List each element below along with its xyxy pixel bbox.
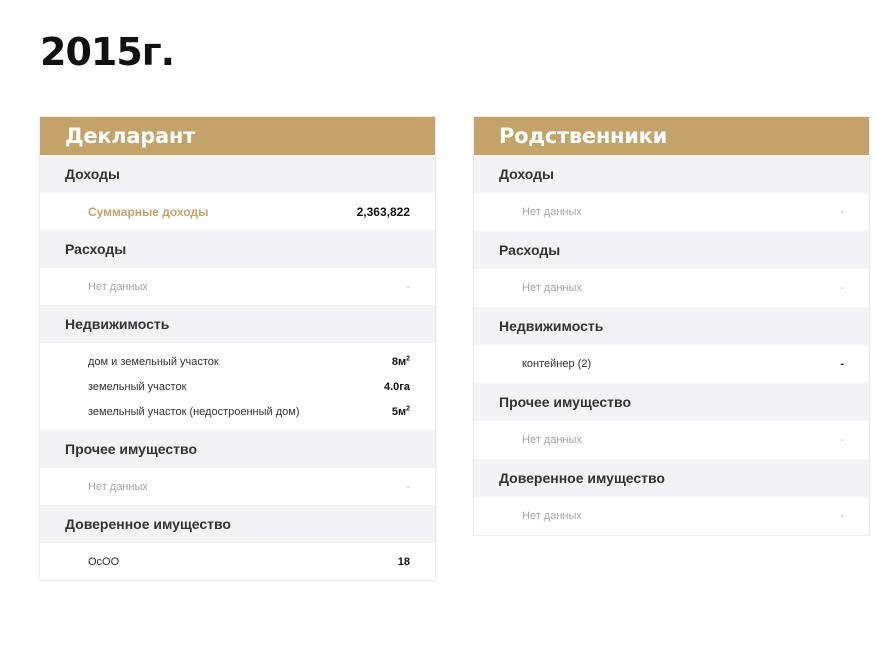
no-data-label: Нет данных <box>522 206 582 218</box>
income-value: 2,363,822 <box>356 204 410 219</box>
declarant-trust-title: Доверенное имущество <box>40 505 435 543</box>
declarant-realty-row <box>40 399 435 424</box>
declarant-expenses-list <box>40 268 435 305</box>
realty-value-number: 8м <box>391 355 407 368</box>
relatives-expenses-row <box>474 274 869 302</box>
relatives-expenses-list <box>474 269 869 307</box>
relatives-trust-list <box>474 497 869 535</box>
relatives-other-row <box>474 426 869 454</box>
relatives-income-row <box>474 198 869 226</box>
no-data-label: Нет данных <box>88 280 148 293</box>
relatives-other-list <box>474 421 869 459</box>
no-data-value: - <box>406 480 410 493</box>
relatives-other-title: Прочее имущество <box>474 383 869 421</box>
declarant-header: Декларант <box>40 117 435 155</box>
declarant-income-list <box>40 193 435 230</box>
relatives-realty-title: Недвижимость <box>474 307 869 345</box>
declarant-realty-row <box>40 374 435 399</box>
relatives-trust-title: Доверенное имущество <box>474 459 869 497</box>
realty-value: 4.0га <box>384 380 410 393</box>
realty-value-sup: 2 <box>406 404 410 412</box>
declarant-expenses-row <box>40 274 435 299</box>
relatives-header: Родственники <box>474 117 869 155</box>
income-label: Суммарные доходы <box>88 204 209 219</box>
declarant-card <box>39 116 436 581</box>
declarant-other-list <box>40 468 435 505</box>
realty-value: - <box>840 358 844 370</box>
no-data-value: - <box>406 280 410 293</box>
trust-label: ОсОО <box>88 555 120 568</box>
relatives-income-title: Доходы <box>474 155 869 193</box>
declarant-trust-row <box>40 549 435 574</box>
realty-label: земельный участок <box>88 380 187 393</box>
relatives-expenses-title: Расходы <box>474 231 869 269</box>
realty-value <box>392 406 410 418</box>
no-data-label: Нет данных <box>88 480 148 493</box>
no-data-value: - <box>840 282 844 294</box>
no-data-label: Нет данных <box>522 434 582 446</box>
realty-value-sup: 2 <box>406 354 410 362</box>
no-data-value: - <box>840 206 844 218</box>
realty-label: земельный участок (недостроенный дом) <box>88 405 300 418</box>
relatives-realty-list <box>474 345 869 383</box>
realty-value <box>392 356 410 368</box>
declarant-other-row <box>40 474 435 499</box>
declarant-income-title: Доходы <box>40 155 435 193</box>
relatives-income-list <box>474 193 869 231</box>
declarant-expenses-title: Расходы <box>40 230 435 268</box>
no-data-value: - <box>840 434 844 446</box>
realty-label: дом и земельный участок <box>88 355 219 368</box>
declarant-trust-list <box>40 543 435 580</box>
no-data-label: Нет данных <box>522 282 582 294</box>
no-data-value: - <box>840 510 844 522</box>
realty-label: контейнер (2) <box>522 358 592 370</box>
declarant-realty-title: Недвижимость <box>40 305 435 343</box>
relatives-trust-row <box>474 502 869 530</box>
page-year-title: 2015г. <box>40 30 175 74</box>
no-data-label: Нет данных <box>522 510 582 522</box>
trust-value: 18 <box>397 555 410 568</box>
relatives-card <box>473 116 870 536</box>
declarant-other-title: Прочее имущество <box>40 430 435 468</box>
relatives-realty-row <box>474 350 869 378</box>
declarant-realty-row <box>40 349 435 374</box>
declarant-income-row <box>40 199 435 224</box>
realty-value-number: 5м <box>391 405 407 418</box>
declarant-realty-list <box>40 343 435 430</box>
